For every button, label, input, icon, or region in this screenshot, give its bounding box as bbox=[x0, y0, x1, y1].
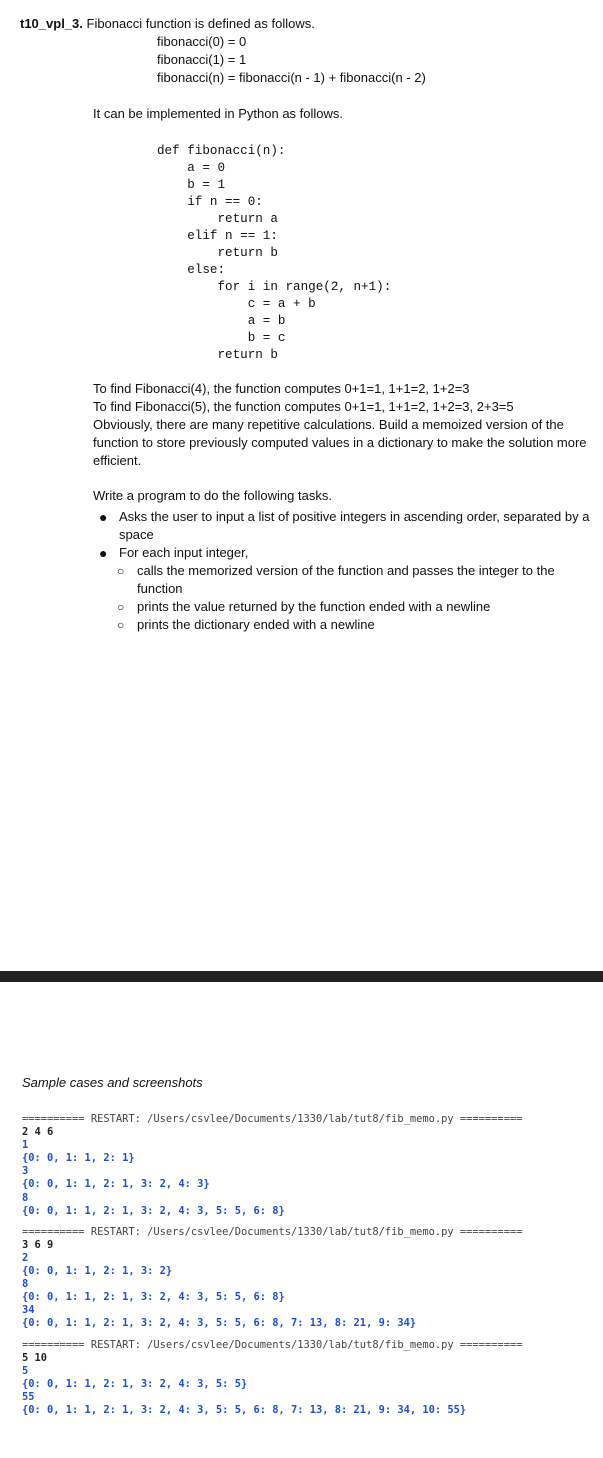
output-line: 34 bbox=[22, 1304, 35, 1317]
output-line: 8 bbox=[22, 1278, 29, 1291]
section-divider bbox=[0, 971, 603, 982]
output-line: 5 bbox=[22, 1364, 29, 1377]
code-line: for i in range(2, n+1): bbox=[157, 280, 392, 294]
implementation-intro: It can be implemented in Python as follows. bbox=[93, 106, 344, 121]
circle-bullet-icon: ○ bbox=[117, 564, 125, 578]
circle-bullet-icon: ○ bbox=[117, 600, 125, 614]
output-line: 8 bbox=[22, 1191, 29, 1204]
output-line: {0: 0, 1: 1, 2: 1, 3: 2} bbox=[22, 1265, 173, 1278]
code-line: a = 0 bbox=[157, 161, 226, 175]
user-input: 3 6 9 bbox=[22, 1238, 54, 1251]
definition-line: fibonacci(n) = fibonacci(n - 1) + fibonacci(n - 2) bbox=[157, 70, 426, 85]
code-block bbox=[157, 143, 391, 364]
output-line: {0: 0, 1: 1, 2: 1} bbox=[22, 1152, 135, 1165]
bullet-icon: ● bbox=[99, 545, 108, 561]
explanation-line: Obviously, there are many repetitive calculations. Build a memoized version of the function to store previously computed values in a dictionary to make the solution more efficient. bbox=[93, 417, 587, 468]
restart-banner: ========== RESTART: /Users/csvlee/Documents/1330/lab/tut8/fib_memo.py ========== bbox=[22, 1338, 523, 1351]
circle-bullet-icon: ○ bbox=[117, 618, 125, 632]
task-bullet bbox=[93, 544, 593, 562]
task-text: prints the value returned by the function ended with a newline bbox=[137, 599, 491, 614]
question-header bbox=[20, 16, 315, 31]
output-line: {0: 0, 1: 1, 2: 1, 3: 2, 4: 3, 5: 5, 6: 8} bbox=[22, 1204, 285, 1217]
code-line: return a bbox=[157, 212, 278, 226]
tasks-intro: Write a program to do the following tasks. bbox=[93, 488, 332, 503]
output-line: {0: 0, 1: 1, 2: 1, 3: 2, 4: 3} bbox=[22, 1178, 210, 1191]
sample-title: Sample cases and screenshots bbox=[22, 1075, 203, 1090]
task-id: t10_vpl_3. bbox=[20, 16, 83, 31]
task-sub-bullet bbox=[93, 562, 593, 598]
definition-line: fibonacci(0) = 0 bbox=[157, 34, 247, 49]
code-line: a = b bbox=[157, 314, 286, 328]
explanation-line: To find Fibonacci(5), the function computes 0+1=1, 1+1=2, 1+2=3, 2+3=5 bbox=[93, 399, 514, 414]
output-line: 2 bbox=[22, 1251, 29, 1264]
code-line: return b bbox=[157, 348, 278, 362]
task-bullet bbox=[93, 508, 593, 544]
output-line: {0: 0, 1: 1, 2: 1, 3: 2, 4: 3, 5: 5, 6: 8, 7: 13, 8: 21, 9: 34, 10: 55} bbox=[22, 1403, 467, 1416]
code-line: if n == 0: bbox=[157, 195, 263, 209]
intro-text: Fibonacci function is defined as follows. bbox=[86, 16, 315, 31]
code-line: b = 1 bbox=[157, 178, 226, 192]
restart-banner: ========== RESTART: /Users/csvlee/Documents/1330/lab/tut8/fib_memo.py ========== bbox=[22, 1225, 523, 1238]
definition-line: fibonacci(1) = 1 bbox=[157, 52, 247, 67]
explanation bbox=[93, 380, 588, 470]
output-line: 55 bbox=[22, 1390, 35, 1403]
user-input: 2 4 6 bbox=[22, 1126, 54, 1139]
code-line: b = c bbox=[157, 331, 286, 345]
code-line: def fibonacci(n): bbox=[157, 144, 286, 158]
code-line: else: bbox=[157, 263, 226, 277]
task-text: calls the memorized version of the function and passes the integer to the function bbox=[137, 563, 555, 596]
output-line: {0: 0, 1: 1, 2: 1, 3: 2, 4: 3, 5: 5, 6: 8} bbox=[22, 1291, 285, 1304]
code-line: return b bbox=[157, 246, 278, 260]
user-input: 5 10 bbox=[22, 1351, 48, 1364]
task-text: Asks the user to input a list of positive integers in ascending order, separated by a space bbox=[119, 509, 590, 542]
bullet-icon: ● bbox=[99, 509, 108, 525]
restart-banner: ========== RESTART: /Users/csvlee/Documents/1330/lab/tut8/fib_memo.py ========== bbox=[22, 1113, 523, 1125]
task-list bbox=[93, 508, 593, 634]
output-line: 1 bbox=[22, 1139, 29, 1152]
task-text: prints the dictionary ended with a newline bbox=[137, 617, 375, 632]
task-sub-bullet bbox=[93, 616, 593, 634]
output-line: {0: 0, 1: 1, 2: 1, 3: 2, 4: 3, 5: 5, 6: 8, 7: 13, 8: 21, 9: 34} bbox=[22, 1317, 417, 1330]
task-text: For each input integer, bbox=[119, 545, 249, 560]
shell-output bbox=[22, 1113, 597, 1417]
output-line: 3 bbox=[22, 1165, 29, 1178]
explanation-line: To find Fibonacci(4), the function computes 0+1=1, 1+1=2, 1+2=3 bbox=[93, 381, 470, 396]
code-line: elif n == 1: bbox=[157, 229, 278, 243]
output-line: {0: 0, 1: 1, 2: 1, 3: 2, 4: 3, 5: 5} bbox=[22, 1377, 248, 1390]
task-sub-bullet bbox=[93, 598, 593, 616]
code-line: c = a + b bbox=[157, 297, 316, 311]
